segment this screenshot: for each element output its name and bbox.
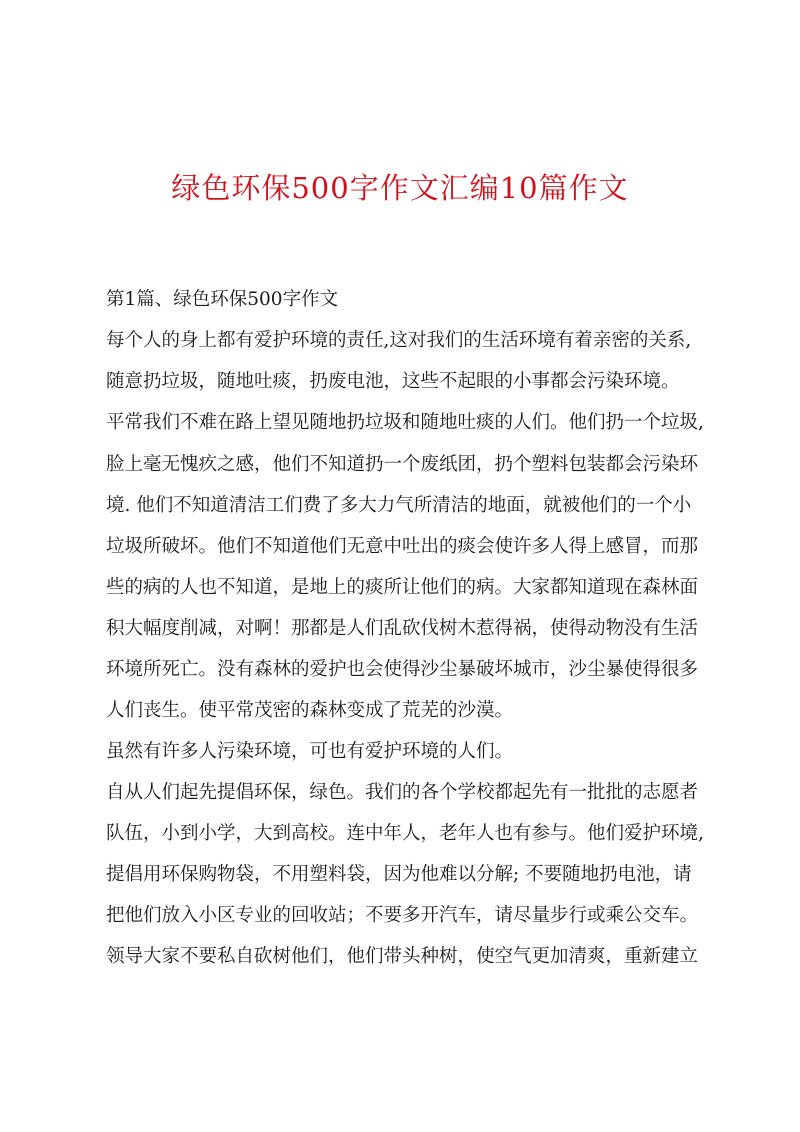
text-line-14: 提倡用环保购物袋，不用塑料袋，因为他难以分解; 不要随地扔电池，请 bbox=[106, 864, 692, 885]
text-line-15: 把他们放入小区专业的回收站；不要多开汽车，请尽量步行或乘公交车。 bbox=[106, 905, 699, 926]
text-line-10: 人们丧生。使平常茂密的森林变成了荒芜的沙漠。 bbox=[106, 700, 514, 721]
text-line-4: 脸上毫无愧疚之感，他们不知道扔一个废纸团，扔个塑料包装都会污染环 bbox=[106, 454, 699, 475]
text-line-11: 虽然有许多人污染环境，可也有爱护环境的人们。 bbox=[106, 741, 514, 762]
text-line-9: 环境所死亡。没有森林的爱护也会使得沙尘暴破坏城市，沙尘暴使得很多 bbox=[106, 659, 699, 680]
text-line-16: 领导大家不要私自砍树他们，他们带头种树，使空气更加清爽，重新建立 bbox=[106, 946, 699, 967]
text-line-3: 平常我们不难在路上望见随地扔垃圾和随地吐痰的人们。他们扔一个垃圾, bbox=[106, 412, 704, 433]
text-line-8: 积大幅度削减，对啊！那都是人们乱砍伐树木惹得祸，使得动物没有生活 bbox=[106, 618, 699, 639]
text-line-5: 境. 他们不知道清洁工们费了多大力气所清洁的地面，就被他们的一个小 bbox=[106, 495, 692, 516]
document-title: 绿色环保500字作文汇编10篇作文 bbox=[171, 171, 629, 205]
text-line-6: 垃圾所破坏。他们不知道他们无意中吐出的痰会使许多人得上感冒，而那 bbox=[106, 536, 699, 557]
text-line-1: 每个人的身上都有爱护环境的责任,这对我们的生活环境有着亲密的关系, bbox=[106, 330, 692, 351]
text-line-7: 些的病的人也不知道，是地上的痰所让他们的病。大家都知道现在森林面 bbox=[106, 577, 699, 598]
text-line-13: 队伍，小到小学，大到高校。连中年人，老年人也有参与。他们爱护环境, bbox=[106, 823, 704, 844]
text-line-12: 自从人们起先提倡环保，绿色。我们的各个学校都起先有一批批的志愿者 bbox=[106, 782, 699, 803]
text-line-2: 随意扔垃圾，随地吐痰，扔废电池，这些不起眼的小事都会污染环境。 bbox=[106, 371, 680, 392]
section-heading: 第1篇、绿色环保500字作文 bbox=[106, 289, 339, 310]
